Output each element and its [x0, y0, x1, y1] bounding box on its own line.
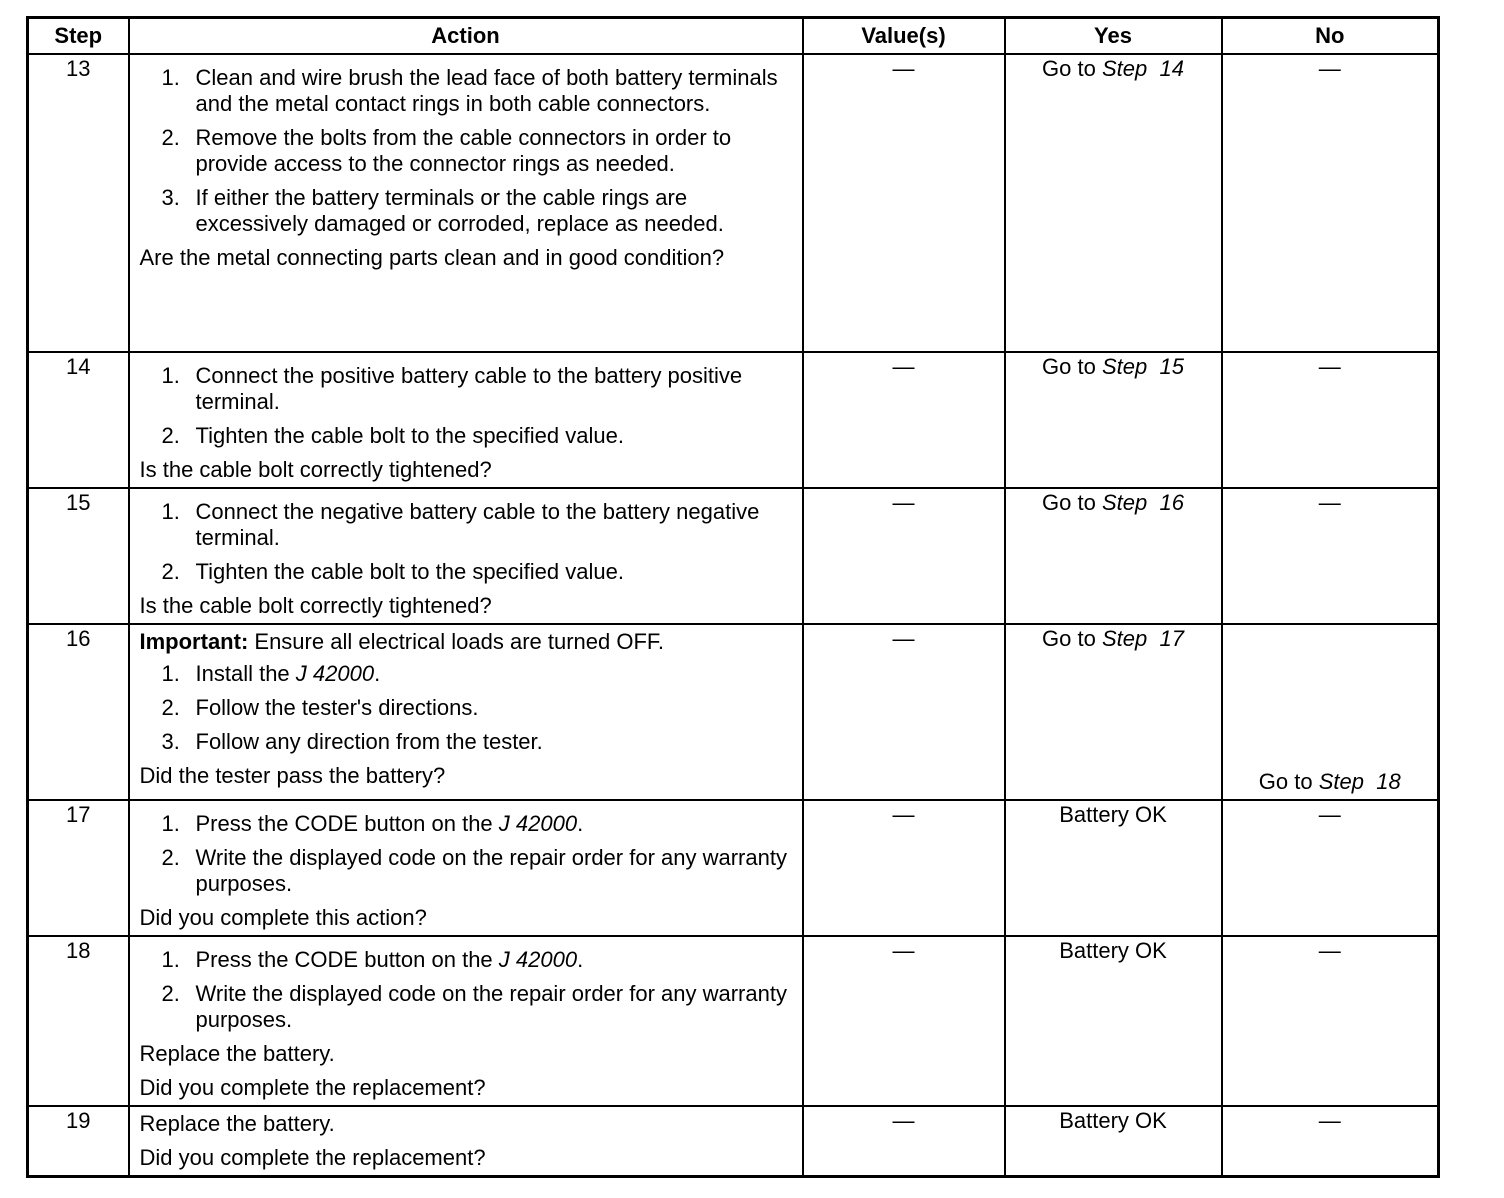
action-item: 1. Press the CODE button on the J 42000. [161, 811, 584, 836]
yes-cell: Go to Step 16 [1005, 488, 1222, 624]
action-item: 1. Install the J 42000. [161, 661, 381, 686]
step-number: 19 [28, 1106, 129, 1177]
no-cell: — [1222, 352, 1439, 488]
header-no: No [1222, 18, 1439, 55]
no-cell: — [1222, 800, 1439, 936]
header-action: Action [129, 18, 803, 55]
action-item: 1. Connect the negative battery cable to the battery negative terminal. [161, 499, 760, 550]
table-row [28, 624, 1439, 800]
diagnostic-table [26, 16, 1440, 1178]
action-item: 2. Tighten the cable bolt to the specified value. [161, 559, 624, 584]
step-number: 15 [28, 488, 129, 624]
action-question: Are the metal connecting parts clean and in good condition? [139, 245, 725, 270]
yes-cell: Battery OK [1005, 800, 1222, 936]
action-cell [129, 54, 803, 352]
table-row [28, 54, 1439, 352]
action-cell [129, 800, 803, 936]
step-number: 17 [28, 800, 129, 936]
step-number: 14 [28, 352, 129, 488]
yes-cell: Go to Step 17 [1005, 624, 1222, 800]
action-extra: Replace the battery. [139, 1041, 335, 1066]
step-number: 18 [28, 936, 129, 1106]
action-item: 1. Clean and wire brush the lead face of both battery terminals and the metal contact rings in both cable connectors. [161, 65, 778, 116]
value-cell: — [803, 800, 1005, 936]
important-note: Important: Ensure all electrical loads are turned OFF. [139, 629, 665, 654]
no-cell: — [1222, 1106, 1439, 1177]
value-cell: — [803, 936, 1005, 1106]
action-item: 3. If either the battery terminals or the cable rings are excessively damaged or corroded, replace as needed. [161, 185, 724, 236]
table-row [28, 488, 1439, 624]
action-extra: Replace the battery. [139, 1111, 335, 1136]
action-item: 2. Write the displayed code on the repair order for any warranty purposes. [161, 981, 787, 1032]
action-question: Is the cable bolt correctly tightened? [139, 593, 492, 618]
header-row [28, 18, 1439, 55]
action-item: 2. Write the displayed code on the repair order for any warranty purposes. [161, 845, 787, 896]
action-item: 1. Connect the positive battery cable to the battery positive terminal. [161, 363, 743, 414]
value-cell: — [803, 488, 1005, 624]
table-row [28, 1106, 1439, 1177]
action-item: 2. Remove the bolts from the cable connectors in order to provide access to the connector rings as needed. [161, 125, 732, 176]
yes-cell: Battery OK [1005, 1106, 1222, 1177]
action-item: 2. Tighten the cable bolt to the specified value. [161, 423, 624, 448]
value-cell: — [803, 1106, 1005, 1177]
step-number: 16 [28, 624, 129, 800]
action-item: 1. Press the CODE button on the J 42000. [161, 947, 584, 972]
header-yes: Yes [1005, 18, 1222, 55]
action-cell [129, 1106, 803, 1177]
action-item: 3. Follow any direction from the tester. [161, 729, 543, 754]
action-question: Did you complete the replacement? [139, 1075, 486, 1100]
no-cell: — [1222, 54, 1439, 352]
header-values: Value(s) [803, 18, 1005, 55]
value-cell: — [803, 352, 1005, 488]
table-row [28, 352, 1439, 488]
action-cell [129, 936, 803, 1106]
action-question: Did you complete this action? [139, 905, 427, 930]
value-cell: — [803, 54, 1005, 352]
action-question: Did you complete the replacement? [139, 1145, 486, 1170]
action-cell [129, 624, 803, 800]
no-cell: — [1222, 488, 1439, 624]
table-row [28, 936, 1439, 1106]
no-cell: — [1222, 936, 1439, 1106]
action-question: Is the cable bolt correctly tightened? [139, 457, 492, 482]
action-cell [129, 488, 803, 624]
table-row [28, 800, 1439, 936]
yes-cell: Battery OK [1005, 936, 1222, 1106]
yes-cell: Go to Step 15 [1005, 352, 1222, 488]
step-number: 13 [28, 54, 129, 352]
header-step: Step [28, 18, 129, 55]
action-item: 2. Follow the tester's directions. [161, 695, 479, 720]
no-cell: Go to Step 18 [1222, 624, 1439, 800]
yes-cell: Go to Step 14 [1005, 54, 1222, 352]
value-cell: — [803, 624, 1005, 800]
action-cell [129, 352, 803, 488]
action-question: Did the tester pass the battery? [139, 763, 446, 788]
